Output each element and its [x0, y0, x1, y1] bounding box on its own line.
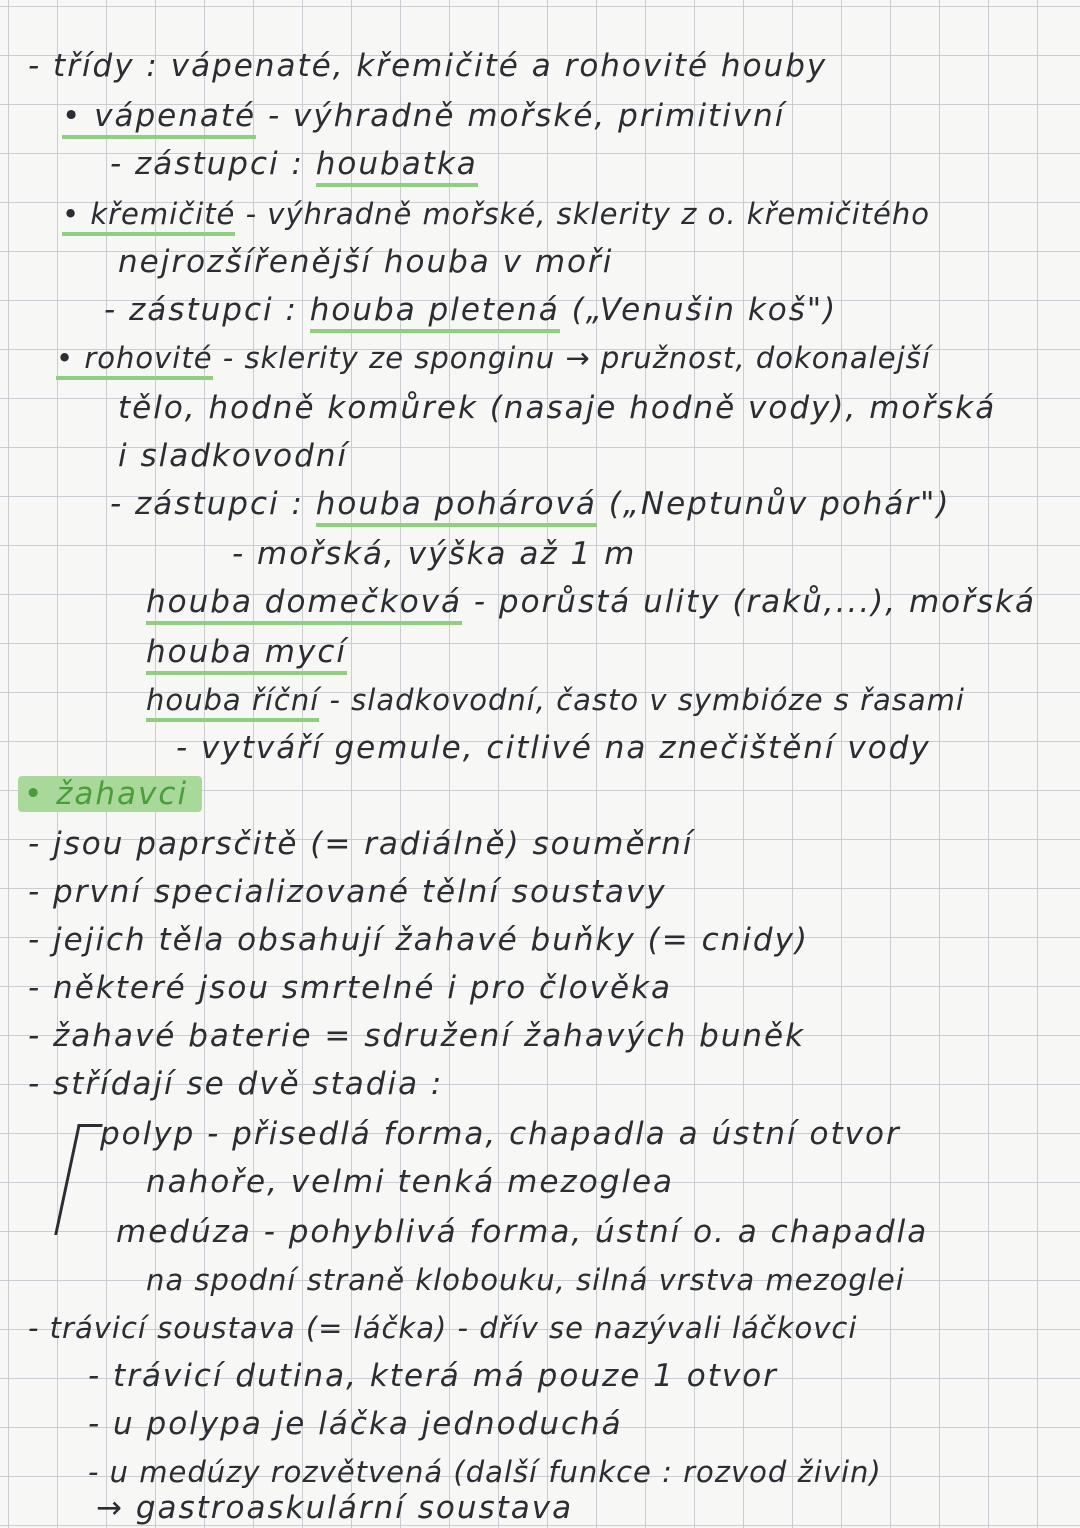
note-line: - první specializované tělní soustavy [28, 874, 667, 910]
note-line [110, 144, 478, 184]
note-line: - trávicí dutina, která má pouze 1 otvor [88, 1358, 778, 1394]
note-text: - zástupci : [104, 292, 310, 328]
highlighted-term: • křemičité [62, 197, 235, 236]
highlighted-term: houba pletená [310, 292, 560, 333]
highlighted-term: houba říční [146, 683, 319, 722]
note-line: - vytváří gemule, citlivé na znečištění vody [176, 730, 931, 766]
note-line [62, 194, 930, 234]
note-line [62, 96, 785, 136]
note-text: („Venušin koš") [559, 292, 838, 328]
bracket-mark [54, 1124, 103, 1235]
note-line: - žahavé baterie = sdružení žahavých buněk [28, 1018, 806, 1054]
note-line: - některé jsou smrtelné i pro člověka [28, 970, 673, 1006]
note-line [110, 484, 951, 524]
note-text: - porůstá ulity (raků,...), mořská [462, 584, 1036, 620]
note-line: → gastroaskulární soustava [96, 1490, 574, 1526]
highlighted-term: houba pohárová [316, 486, 597, 527]
note-line [146, 582, 1036, 622]
note-line [146, 680, 965, 720]
note-line: nejrozšířenější houba v moři [118, 244, 614, 280]
note-line: - u polypa je láčka jednoduchá [88, 1406, 623, 1442]
note-line: - třídy : vápenaté, křemičité a rohovité houby [28, 48, 828, 84]
note-line: - trávicí soustava (= láčka) - dřív se nazývali láčkovci [28, 1311, 858, 1345]
note-line: - jsou paprsčitě (= radiálně) souměrní [28, 826, 694, 862]
note-text: - sklerity ze sponginu → pružnost, dokonalejší [212, 341, 931, 375]
note-line: - u medúzy rozvětvená (další funkce : rozvod živin) [88, 1455, 882, 1489]
note-text: - zástupci : [110, 146, 316, 182]
highlighted-term: houba mycí [146, 634, 347, 675]
note-line [146, 632, 347, 672]
note-line: tělo, hodně komůrek (nasaje hodně vody), mořská [118, 390, 997, 426]
note-line: medúza - pohyblivá forma, ústní o. a chapadla [116, 1214, 929, 1250]
note-line: - střídají se dvě stadia : [28, 1066, 444, 1102]
note-text: - sladkovodní, často v symbióze s řasami [319, 683, 965, 717]
note-text: - výhradně mořské, sklerity z o. křemičitého [235, 197, 931, 231]
highlighted-term: • rohovité [56, 341, 213, 380]
note-text: („Neptunův pohár") [596, 486, 951, 522]
highlighted-term: • vápenaté [62, 98, 256, 139]
highlighted-term: houbatka [316, 146, 478, 187]
note-line: nahoře, velmi tenká mezoglea [146, 1164, 675, 1200]
section-heading-box: • žahavci [18, 776, 202, 812]
highlighted-term: houba domečková [146, 584, 462, 625]
note-line: na spodní straně klobouku, silná vrstva mezoglei [146, 1263, 905, 1297]
note-text: - zástupci : [110, 486, 316, 522]
note-line [104, 290, 837, 330]
note-line: i sladkovodní [118, 438, 349, 474]
note-line: polyp - přisedlá forma, chapadla a ústní otvor [100, 1116, 901, 1152]
note-line [56, 338, 931, 378]
note-text: - výhradně mořské, primitivní [256, 98, 786, 134]
section-heading [18, 774, 202, 814]
note-line: - jejich těla obsahují žahavé buňky (= cnidy) [28, 922, 810, 958]
note-line: - mořská, výška až 1 m [232, 536, 637, 572]
